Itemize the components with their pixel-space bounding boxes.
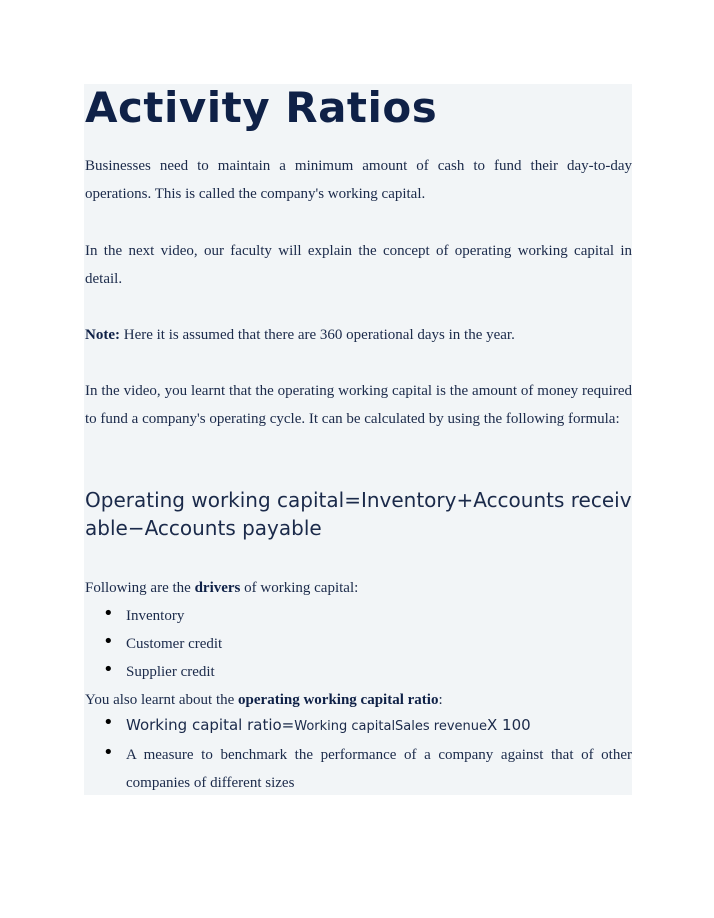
drivers-intro — [85, 574, 632, 602]
drivers-list — [85, 602, 632, 686]
video-paragraph: In the next video, our faculty will explain the concept of operating working capital in detail. — [85, 243, 632, 287]
driver-label: Supplier credit — [126, 664, 215, 680]
working-capital-formula: Operating working capital=Inventory+Accounts receivable−Accounts payable — [85, 488, 632, 540]
ratio-formula-tail: X 100 — [487, 716, 531, 734]
note-label: Note: — [85, 327, 120, 343]
driver-label: Inventory — [126, 608, 185, 624]
bullet-icon: • — [103, 631, 114, 652]
note-paragraph — [85, 321, 632, 349]
bullet-icon: • — [103, 659, 114, 680]
ratio-intro-bold: operating working capital ratio — [238, 692, 439, 708]
formula-intro-paragraph: In the video, you learnt that the operating working capital is the amount of money required to fund a company's operating cycle. It can be calculated by using the following formula: — [85, 383, 632, 427]
ratio-intro — [85, 686, 632, 714]
page-title: Activity Ratios — [85, 83, 438, 132]
drivers-intro-bold: drivers — [194, 580, 241, 596]
drivers-intro-before: Following are the — [85, 580, 195, 596]
ratio-intro-before: You also learnt about the — [85, 692, 239, 708]
list-item — [85, 658, 632, 686]
driver-label: Customer credit — [126, 636, 223, 652]
ratio-formula-fraction: Working capitalSales revenue — [294, 719, 488, 734]
note-text: Here it is assumed that there are 360 operational days in the year. — [119, 327, 515, 343]
bullet-icon: • — [103, 603, 114, 624]
ratio-description: A measure to benchmark the performance of a company against that of other companies of different sizes — [126, 747, 632, 791]
bullet-icon: • — [103, 742, 114, 763]
drivers-intro-after: of working capital: — [240, 580, 359, 596]
intro-paragraph: Businesses need to maintain a minimum amount of cash to fund their day-to-day operations. This is called the company's working capital. — [85, 158, 632, 202]
list-item — [85, 741, 632, 797]
list-item — [85, 602, 632, 630]
bullet-icon: • — [103, 712, 114, 733]
ratio-formula-main: Working capital ratio= — [126, 716, 295, 734]
list-item — [85, 711, 632, 741]
list-item — [85, 630, 632, 658]
ratio-list — [85, 711, 632, 797]
ratio-intro-after: : — [438, 692, 443, 708]
